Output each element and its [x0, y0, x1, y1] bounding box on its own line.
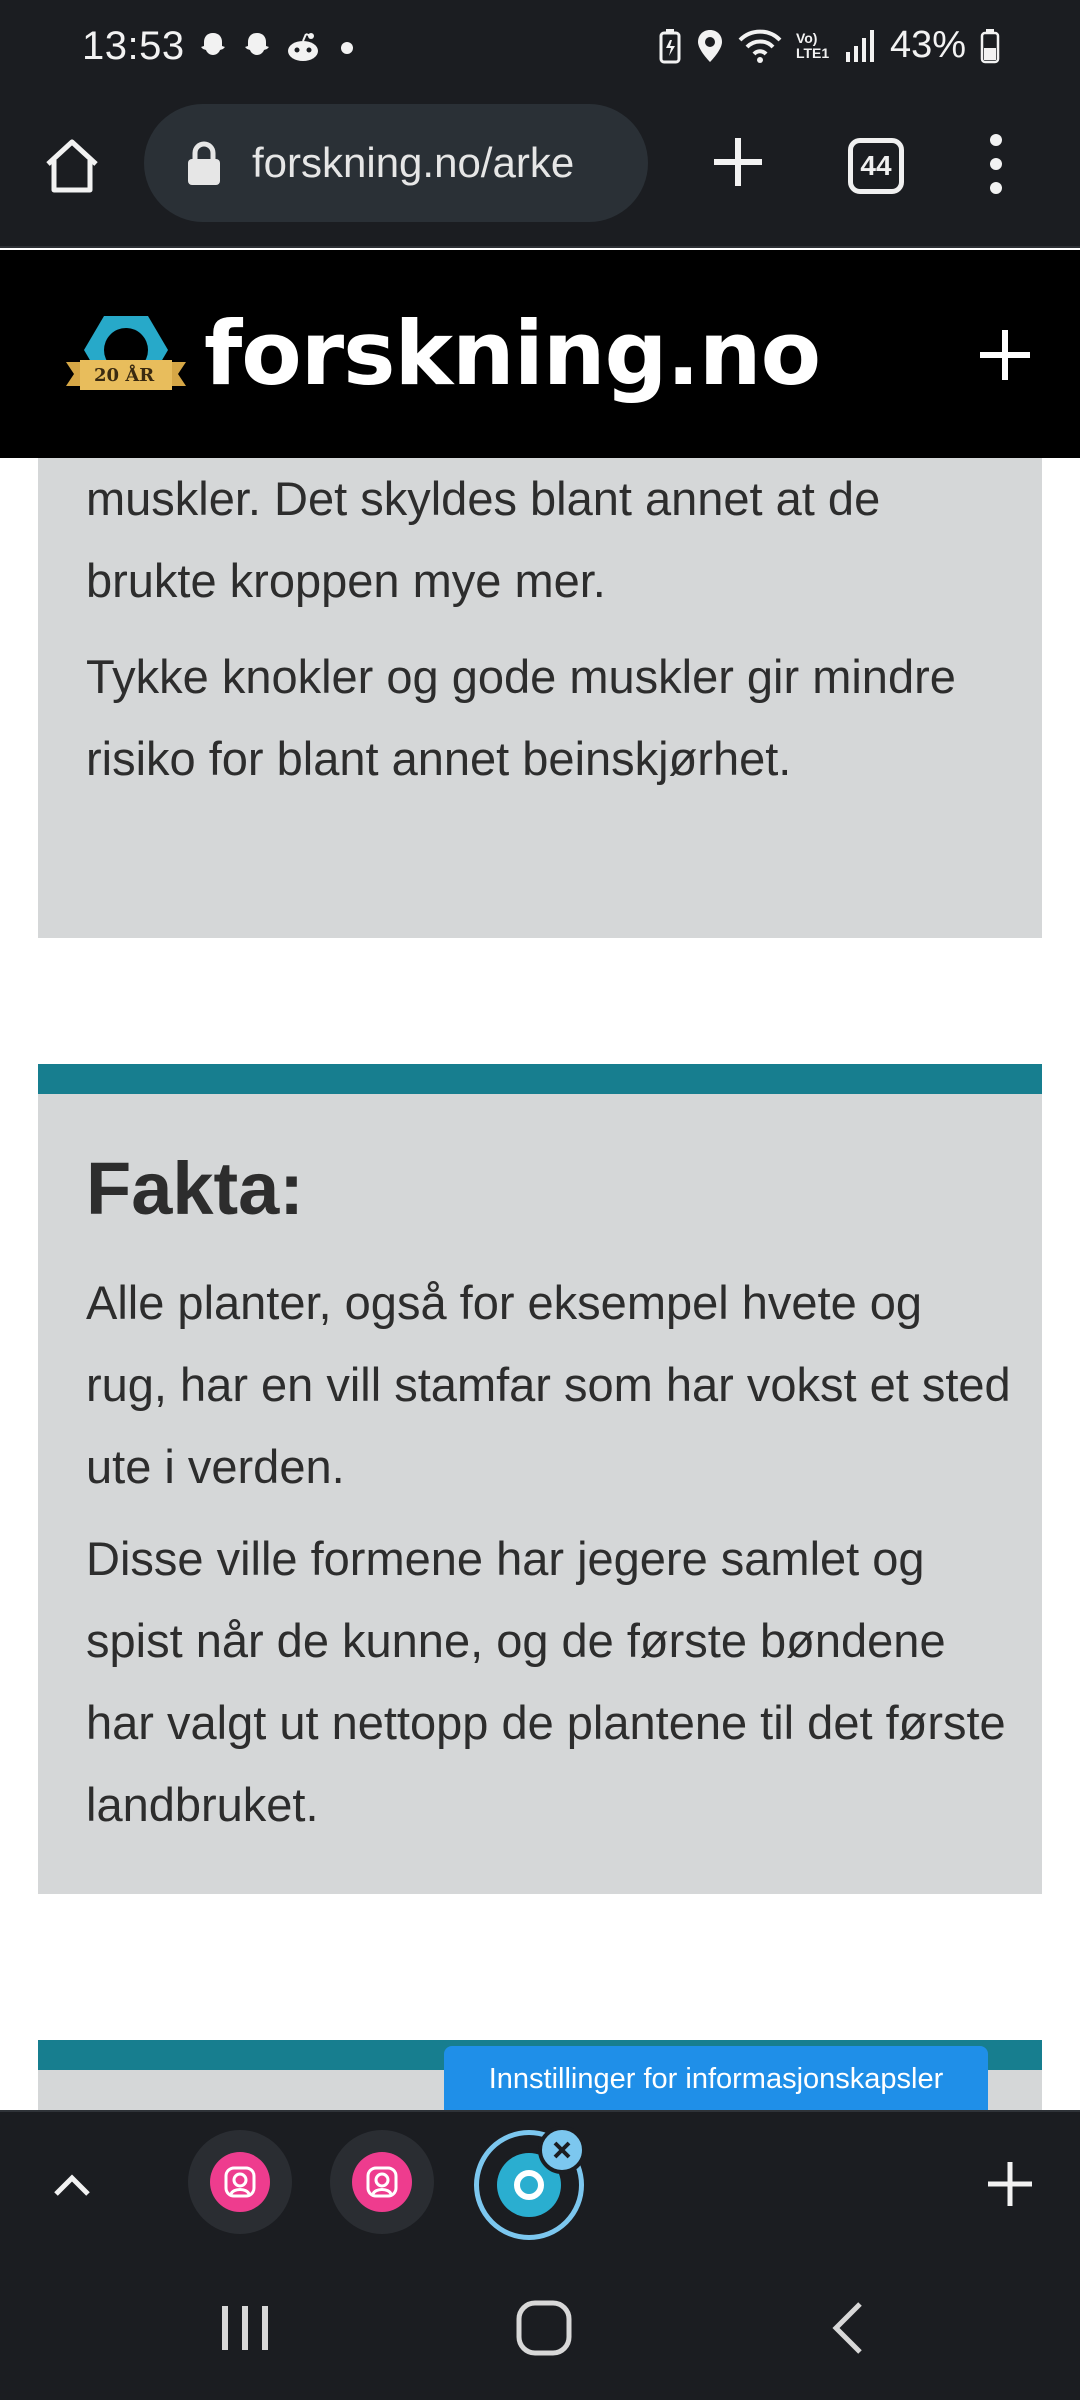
- more-menu-icon[interactable]: [978, 132, 1014, 196]
- logo-20-ar-badge[interactable]: [66, 310, 186, 410]
- logo-badge-text: 20 ÅR: [94, 365, 155, 386]
- tab-thumbnail-1[interactable]: [188, 2130, 292, 2234]
- home-nav-icon[interactable]: [514, 2298, 574, 2358]
- fakta-box: [38, 1064, 1042, 1894]
- signal-icon: [844, 28, 876, 64]
- snapchat-icon: [240, 30, 274, 64]
- address-bar[interactable]: [144, 104, 648, 222]
- site-header: [0, 250, 1080, 458]
- battery-saver-icon: [658, 28, 682, 64]
- status-bar: [0, 0, 1080, 96]
- chevron-up-icon[interactable]: [48, 2162, 96, 2210]
- system-status-icons: [658, 24, 1000, 67]
- tab-thumbnail-2[interactable]: [330, 2130, 434, 2234]
- status-time: 13:53: [82, 24, 185, 68]
- snapchat-icon: [196, 30, 230, 64]
- tab-switcher-button[interactable]: 44: [848, 138, 904, 194]
- close-icon: [550, 2138, 574, 2162]
- browser-toolbar: [0, 96, 1080, 248]
- site-menu-plus-icon[interactable]: [972, 322, 1038, 388]
- recent-apps-icon[interactable]: [218, 2300, 272, 2356]
- add-tab-icon[interactable]: [984, 2158, 1036, 2210]
- new-tab-button[interactable]: [702, 126, 774, 198]
- tab-strip: [0, 2110, 1080, 2258]
- box1-paragraph-1: muskler. Det skyldes blant annet at de brukte kroppen mye mer.: [86, 472, 881, 607]
- close-tab-button[interactable]: [538, 2126, 586, 2174]
- battery-icon: [980, 28, 1000, 64]
- location-icon: [696, 28, 724, 64]
- fakta-paragraph-2: Disse ville formene har jegere samlet og spist når de kunne, og de første bøndene har valgt ut nettopp de plantene til det første landbruket.: [86, 1532, 1006, 1831]
- volte-icon: Vo) LTE1: [795, 29, 830, 61]
- fakta-paragraph-1: Alle planter, også for eksempel hvete og rug, har en vill stamfar som har vokst et sted ute i verden.: [86, 1276, 1011, 1493]
- back-icon[interactable]: [828, 2298, 868, 2358]
- cookie-settings-button[interactable]: Innstillinger for informasjonskapsler: [444, 2046, 988, 2112]
- info-box-1: [38, 458, 1042, 938]
- dot-icon: [332, 30, 362, 64]
- battery-percent: 43%: [889, 24, 966, 66]
- logo-badge-icon: [66, 310, 186, 410]
- site-logo-text[interactable]: forskning.no: [204, 302, 821, 405]
- home-button[interactable]: [36, 130, 108, 202]
- wifi-icon: [738, 28, 782, 64]
- article-content: [0, 458, 1080, 2110]
- site-favicon-icon: [210, 2152, 270, 2212]
- notification-icons: [196, 30, 362, 64]
- home-icon: [42, 136, 102, 196]
- fakta-title: Fakta:: [86, 1147, 304, 1230]
- lock-icon: [184, 139, 224, 187]
- url-text: forskning.no/arke: [252, 139, 575, 186]
- system-navigation-bar: [0, 2258, 1080, 2400]
- box1-paragraph-2: Tykke knokler og gode muskler gir mindre risiko for blant annet beinskjørhet.: [86, 650, 956, 785]
- site-favicon-icon: [352, 2152, 412, 2212]
- reddit-icon: [284, 30, 322, 64]
